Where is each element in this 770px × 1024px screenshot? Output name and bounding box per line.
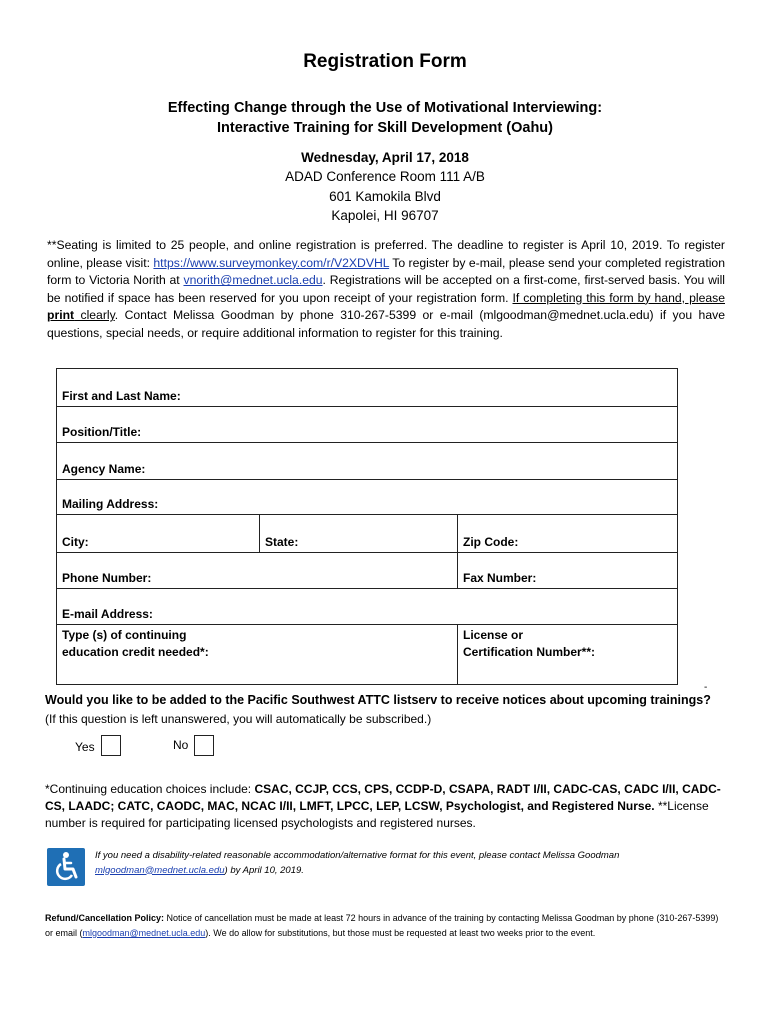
training-title-line1: Effecting Change through the Use of Motivational Interviewing: (167, 100, 603, 116)
email-field[interactable] (57, 589, 678, 625)
fax-label: Fax Number: (463, 571, 537, 585)
state-field[interactable] (260, 515, 458, 553)
training-title-line2: Interactive Training for Skill Development (Oahu) (217, 120, 553, 136)
print-instruction-part2: clearly (74, 308, 115, 323)
registration-fields-table (56, 368, 678, 685)
position-label: Position/Title: (62, 425, 142, 439)
ce-choices-list: CSAC, CCJP, CCS, CPS, CCDP-D, CSAPA, RADT I/II, CADC-CAS, CADC I/II, CADC-CS, LAADC; CATC, CAODC, MAC, NCAC I/II, LMFT, LPCC, LEP, LCSW, Psychologist, and Registered Nurse. (45, 782, 721, 813)
yes-checkbox[interactable] (101, 735, 121, 756)
phone-field[interactable] (57, 553, 458, 589)
name-field[interactable] (57, 369, 678, 407)
ada-email-link[interactable]: mlgoodman@mednet.ucla.edu (95, 864, 225, 876)
wheelchair-icon (47, 848, 85, 886)
license-label-line2: Certification Number**: (463, 645, 596, 659)
mailing-label: Mailing Address: (62, 497, 159, 511)
intro-text-3: . Registrations will be accepted on a first-come, first-served basis. You will be notified if space has been reserved for you upon receipt of your registration form. (47, 273, 726, 305)
fax-field[interactable] (458, 553, 678, 589)
name-label: First and Last Name: (62, 389, 181, 403)
ce-label-line2: education credit needed*: (62, 645, 209, 659)
zip-field[interactable] (458, 515, 678, 553)
refund-text-1: Notice of cancellation must be made at least 72 hours in advance of the training by contacting Melissa Goodman by phone (310-267-5399) or email ( (45, 913, 719, 938)
intro-text-2: To register by e-mail, please send your completed registration form to Victoria Norith at (47, 255, 725, 288)
ce-license-note: **License number is required for participating licensed psychologists and registered nurses. (45, 799, 709, 830)
ada-text-1: If you need a disability-related reasonable accommodation/alternative format for this event, please contact Melissa Goodman (95, 850, 620, 861)
refund-text-2: ). We do allow for substitutions, but those must be requested at least two weeks prior to the event. (205, 928, 596, 938)
ce-note-intro: *Continuing education choices include: (45, 782, 255, 796)
city-label: City: (62, 535, 89, 549)
event-room: ADAD Conference Room 111 A/B (285, 169, 485, 184)
zip-label: Zip Code: (463, 535, 519, 549)
accommodation-note (95, 849, 725, 878)
stray-mark: - (704, 682, 708, 693)
ada-text-2: ) by April 10, 2019. (224, 864, 304, 876)
listserv-note: (If this question is left unanswered, you will automatically be subscribed.) (45, 712, 432, 726)
state-label: State: (265, 535, 299, 549)
print-instruction-part1: If completing this form by hand, please (512, 290, 725, 305)
ce-label-line1: Type (s) of continuing (62, 628, 187, 642)
refund-label: Refund/Cancellation Policy: (45, 913, 165, 923)
refund-email-link[interactable]: mlgoodman@mednet.ucla.edu (82, 928, 206, 938)
phone-label: Phone Number: (62, 571, 152, 585)
listserv-question: Would you like to be added to the Pacific Southwest ATTC listserv to receive notices about upcoming trainings? (45, 693, 711, 707)
ce-choices-note (45, 781, 725, 832)
mailing-address-field[interactable] (57, 480, 678, 515)
intro-text-4: . Contact Melissa Goodman by phone 310-267-5399 or e-mail (mlgoodman@mednet.ucla.edu) if you have questions, special needs, or require additional information to register for this training. (47, 308, 725, 340)
no-checkbox[interactable] (194, 735, 214, 756)
license-label-line1: License or (463, 628, 524, 642)
no-label: No (173, 738, 189, 752)
print-word: print (47, 308, 75, 323)
survey-link[interactable]: https://www.surveymonkey.com/r/V2XDVHL (153, 255, 390, 270)
yes-label: Yes (75, 740, 95, 754)
agency-field[interactable] (57, 443, 678, 480)
page-title: Registration Form (303, 51, 467, 72)
city-field[interactable] (57, 515, 260, 553)
position-field[interactable] (57, 407, 678, 443)
agency-label: Agency Name: (62, 462, 146, 476)
event-street: 601 Kamokila Blvd (329, 189, 441, 204)
ce-credit-field[interactable] (57, 625, 458, 685)
refund-policy (45, 911, 725, 941)
registration-instructions (47, 237, 725, 343)
event-city: Kapolei, HI 96707 (331, 208, 439, 223)
register-email-link[interactable]: vnorith@mednet.ucla.edu (183, 273, 323, 288)
intro-text-1: **Seating is limited to 25 people, and online registration is preferred. The deadline to register is April 10, 2019. To register online, please visit: (47, 238, 725, 270)
license-field[interactable] (458, 625, 678, 685)
event-date: Wednesday, April 17, 2018 (301, 150, 469, 165)
email-label: E-mail Address: (62, 607, 153, 621)
